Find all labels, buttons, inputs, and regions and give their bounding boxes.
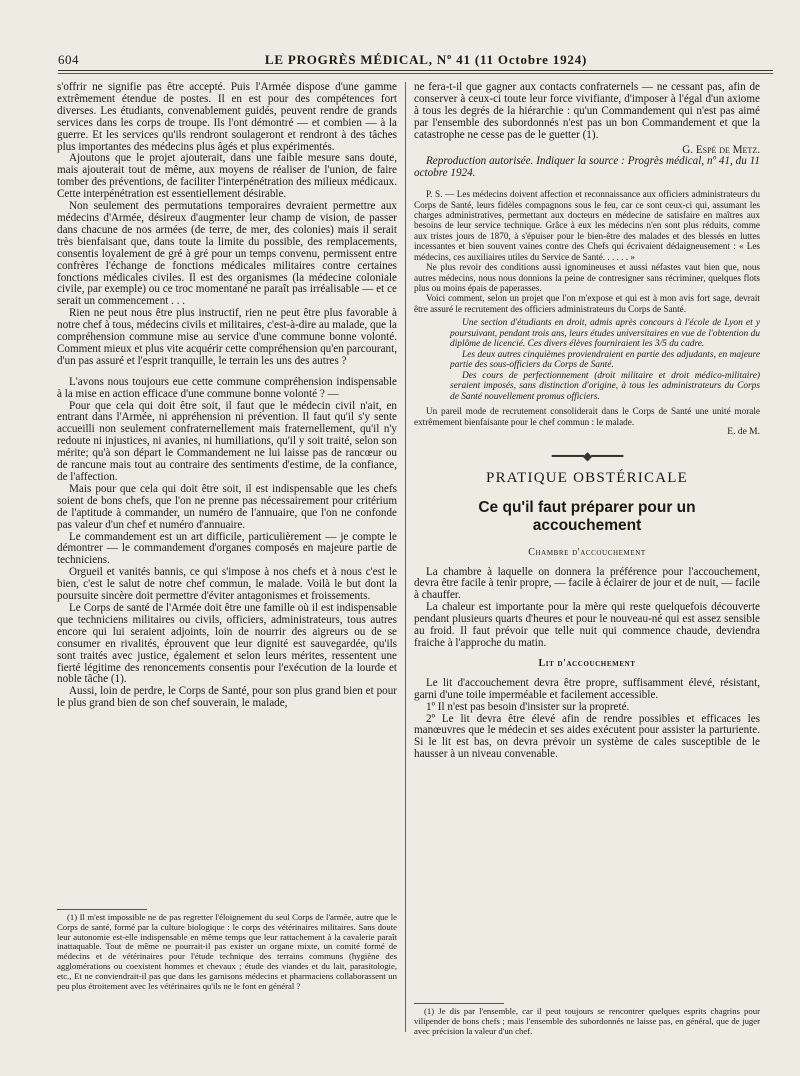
paragraph: 1º Il n'est pas besoin d'insister sur la propreté. [426,700,630,713]
quoted-proposal [450,318,760,402]
postscript: Voici comment, selon un projet que l'on m'expose et qui est à mon avis fort sage, devrait être assuré le recrutement des officiers administrateurs du Corps de Santé. [414,293,760,314]
subheading: Chambre d'accouchement [528,546,646,558]
paragraph: Ajoutons que le projet ajouterait, dans une faible mesure sans doute, mais ajouterait tout de même, aux moyens de réaliser de l'union, de faire tomber des préventions, de faciliter l'interpénétration des milieux médicaux. Cette interpénétration est essentiellement désirable. [57,152,397,201]
page-number: 604 [58,52,79,67]
header-rule-double [58,73,773,74]
left-footnotes [57,909,397,991]
quote-paragraph: Une section d'étudiants en droit, admis après concours à l'école de Lyon et y poursuivant, pendant trois ans, leurs études universitaires en vue de l'obtention du diplôme de licencié. Ces divers élèves fourniraient les 3/5 du cadre. [450,318,760,350]
paragraph: Non seulement des permutations temporaires devraient permettre aux médecins d'Armée, désireux d'augmenter leur champ de vision, de passer dans chacune de nos armées (de terre, de mer, des colonies) mais il serait très bienfaisant que, dans toute la limite du possible, des remplacements, consentis loyalement de gré à gré pour un temps convenu, permissent entre confrères l'échange de fonctions médicales militaires contre certaines fonctions médicales civiles. Il est des organismes (la médecine coloniale civile, par exemple) ou ce troc momentané ne paraît pas irréalisable — et ce serait un commencement . . . [57,200,397,308]
footnote-rule [414,1003,504,1004]
paragraph: Orgueil et vanités bannis, ce qui s'impose à nos chefs et à nous c'est le bien, c'est le salut de notre chef commun, le malade. Voilà le but dont la poursuite sincère doit permettre d'éviter antagonismes et froissements. [57,566,397,603]
postscript: P. S. — Les médecins doivent affection et reconnaissance aux officiers administrateurs du Corps de Santé, leurs fidèles compagnons sous le feu, car ce sont ceux-ci qui, assumant les charges administratives, permettant aux docteurs en médecine de satisfaire en maîtres aux besoins de leur service technique. Grâce à eux les médecins n'en sont plus réduits, comme aux tristes jours de 1870, à s'épuiser pour le bien-être des malades et des blessés en luttes incessantes et bien souvent vaines contre des Chefs qui écrivaient dédaigneusement : « Les médecins, ces auxiliaires utiles du Service de Santé. . . . . . » [414,189,760,262]
paragraph: s'offrir ne signifie pas être accepté. Puis l'Armée dispose d'une gamme extrêmement étendue de postes. Il en est pour des compétences fort diverses. Les étudiants, convenablement guidés, peuvent rendre de grands services dans les corps de troupe. Ils l'ont démontré — et combien — à la guerre. Et les services qu'ils rendront soulageront et rendront à des tâches plus importantes des médecins plus âgés et plus expérimentés. [57,81,397,153]
paragraph: Mais pour que cela qui doit être soit, il est indispensable que les chefs soient de bons chefs, que l'on ne prenne pas nécessairement pour critérium de l'aptitude à commander, un numéro de l'annuaire, que l'on ne confonde pas valeur d'un chef et numéro d'annuaire. [57,482,397,531]
article-title: Ce qu'il faut préparer pour un accouchement [478,498,696,534]
paragraph: Le lit d'accouchement devra être propre, suffisamment élevé, résistant, garni d'une toile imperméable et facilement accessible. [414,676,760,701]
paragraph: ne fera-t-il que gagner aux contacts confraternels — ne cessant pas, afin de conserver à ceux-ci toute leur force vivifiante, d'imposer à l'égal d'un axiome à tous les degrés de la hiérarchie : qu'un Commandement qui n'est pas aimé par l'ensemble des subordonnés n'est pas un bon Commandement et que la catastrophe ne cesse pas de le guetter (1). [414,81,760,141]
section-title: PRATIQUE OBSTÉRICALE [486,469,688,486]
postscript: Ne plus revoir des conditions aussi ignomineuses et aussi néfastes vaut bien que, nous autres médecins, nous nous donnions la peine de contresigner sans récriminer, quelques flots plus ou moins épais de paperasses. [414,262,760,293]
journal-title: LE PROGRÈS MÉDICAL, Nº 41 (11 Octobre 1924) [264,52,588,67]
paragraph: L'avons nous toujours eue cette commune compréhension indispensable à la mise en action efficace d'une commune bonne volonté ? — [57,375,397,400]
paragraph: Rien ne peut nous être plus instructif, rien ne peut être plus favorable à notre chef à tous, médecins civils et militaires, c'est-à-dire au malade, que la compréhension commune mise au service d'une commune bonne volonté. Comment mieux et plus vite acquérir cette compréhension qu'en parcourant, d'un pas assuré et l'esprit tranquille, le terrain les uns des autres ? [57,307,397,367]
column-divider [405,82,406,1032]
footnote: (1) Je dis par l'ensemble, car il peut toujours se rencontrer quelques esprits chagrins pour vilipender de bons chefs ; mais l'ensemble des subordonnés ne laisse pas, en général, que de juger avec précision la valeur d'un chef. [414,1006,760,1036]
postscript-signature: E. de M. [727,426,760,437]
paragraph: Pour que cela qui doit être soit, il faut que le médecin civil n'ait, en entrant dans l'Armée, ni appréhension ni prévention. Il faut qu'il s'y sente accueilli non seulement confraternellement mais fraternellement, qu'il n'y redoute ni injustices, ni avanies, ni humiliations, qu'il y soit traité, selon son mérite; qu'à son départ le Commandement ne lui laisse pas de rancœur ou de rancune mais tout au contraire des sentiments d'estime, de la confiance, de l'affection. [57,399,397,483]
subheading: Lit d'accouchement [538,657,636,669]
footnote-rule [57,909,147,910]
reproduction-notice: Reproduction autorisée. Indiquer la source : Progrès médical, nº 41, du 11 octobre 1924. [414,155,760,180]
paragraph: 2º Le lit devra être élevé afin de rendre possibles et efficaces les manœuvres que le médecin et ses aides exécutent pour assister la parturiente. Si le lit est bas, on devra prévoir un système de cales susceptible de le hausser à un niveau convenable. [414,712,760,761]
paragraph: La chambre à laquelle on donnera la préférence pour l'accouchement, devra être facile à tenir propre, — facile à éclairer de jour et de nuit, — facile à chauffer. [414,565,760,602]
right-footnotes [414,1003,760,1036]
right-column [414,82,760,761]
left-column [57,82,397,710]
author-signature: G. Espé de Metz. [682,143,760,156]
postscript: Un pareil mode de recrutement consoliderait dans le Corps de Santé une unité morale extrêmement bienfaisante pour le chef commun : le malade. [414,406,760,427]
quote-paragraph: Les deux autres cinquièmes proviendraient en partie des adjudants, en majeure partie des sous-officiers du Corps de Santé. [450,349,760,371]
footnote: (1) Il m'est impossible ne de pas regretter l'éloignement du seul Corps de l'armée, autre que le Corps de santé, formé par la culture biologique : le corps des vétérinaires militaires. Sans doute leur autonomie est-elle indispensable en même temps que leur rattachement à la cavalerie paraît inattaquable. Tout de même ne pourrait-il pas exister un organe mixte, un comité formé de médecins et de vétérinaires pour l'étude technique des terrains communs (hygiène des agglomérations ou coexistent hommes et chevaux ; étude des viandes et du lait, parasitologie, etc., Et ne conviendrait-il pas que dans les garnisons médecins et pharmaciens collaborassent un peu plus étroitement avec les vétérinaires qu'ils ne le font en général ? [57,912,397,991]
page-header [58,52,773,70]
paragraph: Le Corps de santé de l'Armée doit être une famille où il est indispensable que techniciens militaires ou civils, officiers, administrateurs, tous autres encore qui lui seraient adjoints, loin de nourrir des aigreurs ou de se consumer en rivalités, éprouvent que leur dignité est sauvegardée, qu'ils sont traités avec justice, également et selon leurs mérites, ressentent une fierté légitime des renoncements consentis pour l'exécution de la lourde et noble tâche (1). [57,601,397,686]
paragraph: Aussi, loin de perdre, le Corps de Santé, pour son plus grand bien et pour le plus grand bien de son chef souverain, le malade, [57,685,397,710]
ornament-divider: ━━━━━◆━━━━━ [551,448,623,463]
quote-paragraph: Des cours de perfectionnement (droit militaire et droit médico-militaire) seraient imposés, sans distinction d'origine, à tous les administrateurs du Corps de Santé nouvellement promus officiers. [450,370,760,402]
paragraph: Le commandement est un art difficile, particulièrement — je compte le démontrer — le commandement d'organes composés en majeure partie de techniciens. [57,530,397,567]
header-rule [58,70,773,71]
paragraph: La chaleur est importante pour la mère qui reste quelquefois découverte pendant plusieurs quarts d'heures et pour le nouveau-né qui est assez sensible au froid. Il faut prévoir que telle nuit qui commence chaude, deviendra fraiche à l'approche du matin. [414,601,760,649]
